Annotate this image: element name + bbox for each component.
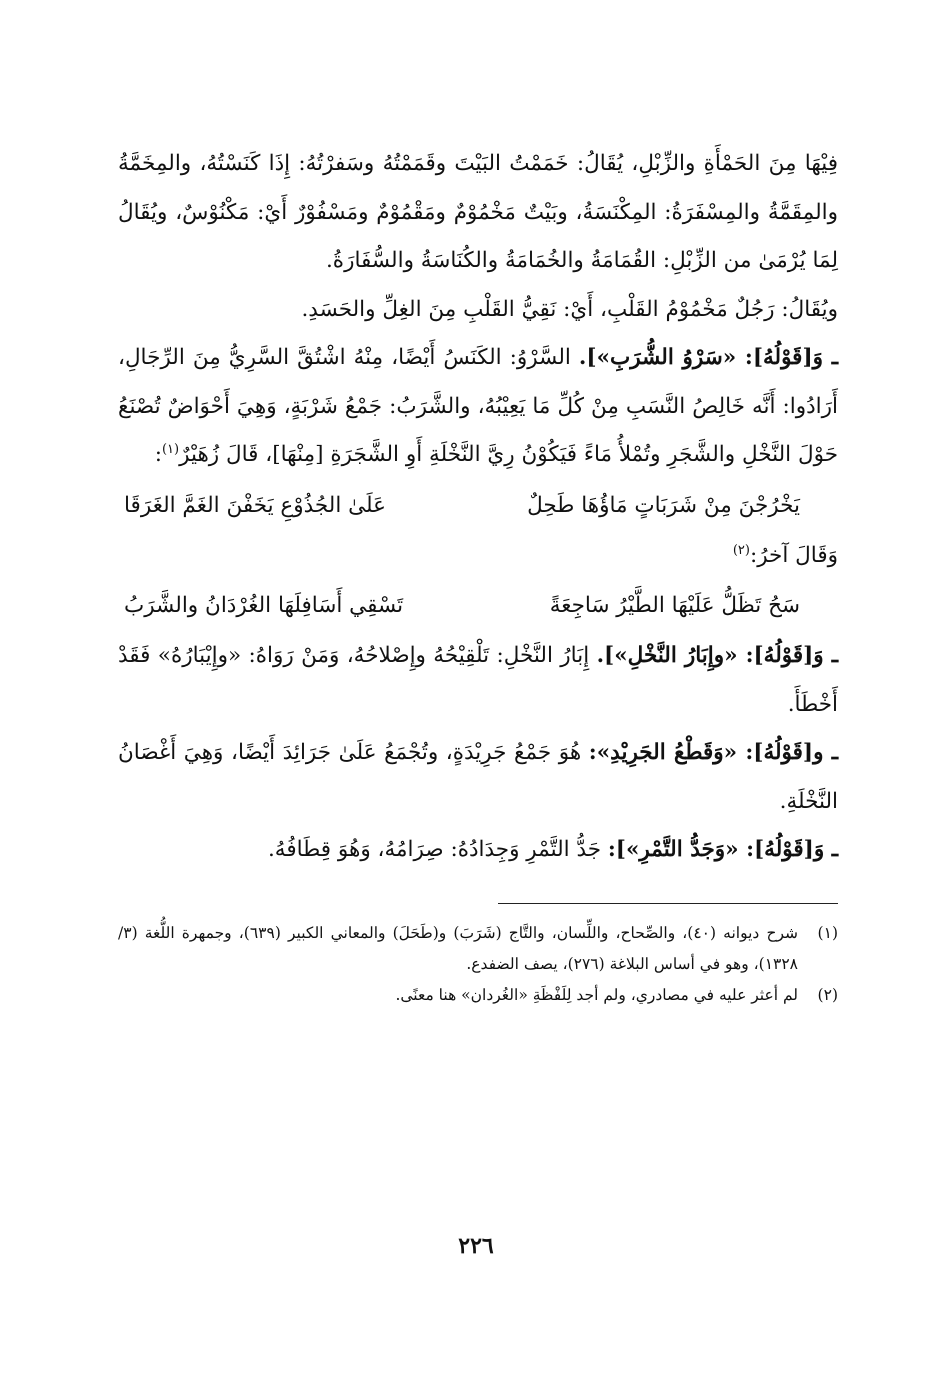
entry-jarid xyxy=(118,729,838,826)
page-number: ٢٢٦ xyxy=(458,1233,494,1259)
entry-ibar xyxy=(118,632,838,729)
footnote-2 xyxy=(118,980,838,1011)
entry-sarw-lead: ـ وَ[قَوْلُهُ]: «سَرْوُ الشُّرَبِ»]. xyxy=(578,345,839,370)
paragraph-1: فِيْهَا مِنَ الحَمْأَةِ والزِّبْلِ، يُقَالُ: خَمَمْتُ البَيْتَ وقَمَمْتُهُ وسَفرْتُهُ: إِذَا كَنَسْتُهُ، والمِخَمَّةُ والمِقَمَّةُ والمِسْفَرَةُ: المِكْنَسَةُ، وبَيْتٌ مَخْمُوْمٌ ومَقْمُوْمٌ ومَسْفُوْرٌ أَيْ: مَكْنُوْسٌ، ويُقَالُ لِمَا يُرْمَىٰ من الزِّبْلِ: القُمَامَةُ والخُمَامَةُ والكُنَاسَةُ والسُّفَارَةُ. xyxy=(118,151,838,273)
entry-jarid-lead: ـ و[قَوْلُهُ]: «وَقَطْعُ الجَرِيْدِ»: xyxy=(588,740,839,765)
footnote-ref-1[interactable]: (١) xyxy=(161,441,180,457)
footnote-2-number: (٢) xyxy=(817,985,838,1004)
main-text xyxy=(118,140,838,875)
poem-verse-1-first-half: يَخْرُجْنَ مِنْ شَرَبَاتٍ مَاؤُهَا طَحِلٌ xyxy=(527,492,800,518)
footnote-1-number: (١) xyxy=(817,923,838,942)
footnote-separator xyxy=(498,903,838,904)
entry-sarw-text: السَّرْوُ: الكَنَسُ أَيْضًا، مِنْهُ اشْتُقَّ السَّرِيُّ مِنَ الرِّجَالِ، أَرَادُوا: أَنَّه خَالِصُ النَّسَبِ مِنْ كُلِّ مَا يَعِيْبُهُ، والشَّرَبُ: جَمْعُ شَرْبَةٍ، وَهِيَ أَحْوَاضٌ تُصْنَعُ حَوْلَ النَّخْلِ والشَّجَرِ وتُمْلأُ مَاءً فَيَكُوْنُ رِيَّ النَّخْلَةِ أَوِ الشَّجَرَةِ [مِنْهَا]، قَالَ زُهَيْرٌ xyxy=(118,345,838,467)
poem-2-intro xyxy=(118,532,838,581)
entry-sarw-tail: : xyxy=(154,442,162,467)
poem-verse-2 xyxy=(118,580,838,632)
entry-jadd-text: جَدُّ التَّمْرِ وَجِدَادُهُ: صِرَامُهُ، وَهُوَ قِطَافُهُ. xyxy=(267,837,608,862)
poem-verse-2-second-half: تَسْقِي أَسَافِلَهَا الغُرْدَانُ والشَّرَبُ xyxy=(124,593,404,618)
poem-verse-1-second-half: عَلَىٰ الجُذُوْعِ يَخَفْنَ الغَمَّ الغَرَقَا xyxy=(124,492,386,518)
entry-jarid-text: هُوَ جَمْعُ جَرِيْدَةٍ، وتُجْمَعُ عَلَىٰ جَرَائِدَ أَيْضًا، وَهِيَ أَغْصَانُ النَّخْلَةِ. xyxy=(118,740,838,814)
footnote-1 xyxy=(118,918,838,980)
entry-jadd xyxy=(118,826,838,875)
entry-ibar-text: إِبَارُ النَّخْلِ: تَلْقِيْحُهُ وإِصْلاحُهُ، وَمَنْ رَوَاهُ: «وإِيْبَارُهُ» فَقَدْ أَخْطَأَ. xyxy=(118,643,838,717)
footnote-1-text: شرح ديوانه (٤٠)، والصِّحاح، واللِّسان، والتَّاج (شَرَبَ) و(طَحَلَ) والمعاني الكبير (٦٣٩)، وجمهرة اللُّغة (٣/ ١٣٢٨)، وهو في أساس البلاغة (٢٧٦)، يصف الضفدع. xyxy=(118,923,799,973)
poem-verse-1 xyxy=(118,480,838,532)
footnotes xyxy=(118,918,838,1011)
paragraph-2: ويُقَالُ: رَجُلٌ مَخْمُوْمُ القَلْبِ، أَيْ: نَقِيُّ القَلْبِ مِنَ الغِلِّ والحَسَدِ. xyxy=(301,296,838,322)
entry-jadd-lead: ـ وَ[قَوْلُهُ]: «وَجَدُّ التَّمْرِ»]: xyxy=(607,837,838,862)
poem-verse-2-first-half: سَحُ تَظَلُّ عَلَيْهَا الطَّيْرُ سَاجِعَةً xyxy=(549,593,800,618)
entry-ibar-lead: ـ وَ[قَوْلُهُ]: «وإِبَارُ النَّخْلِ»]. xyxy=(596,643,839,668)
footnote-ref-2[interactable]: (٢) xyxy=(732,542,750,558)
footnote-2-text: لم أعثر عليه في مصادري، ولم أجد لِلَفْظَةِ «الغُردان» هنا معنًى. xyxy=(395,985,798,1004)
poem-2-intro-text: وَقَالَ آخرُ: xyxy=(749,542,838,568)
entry-sarw xyxy=(118,334,838,480)
page-content xyxy=(118,140,838,1011)
